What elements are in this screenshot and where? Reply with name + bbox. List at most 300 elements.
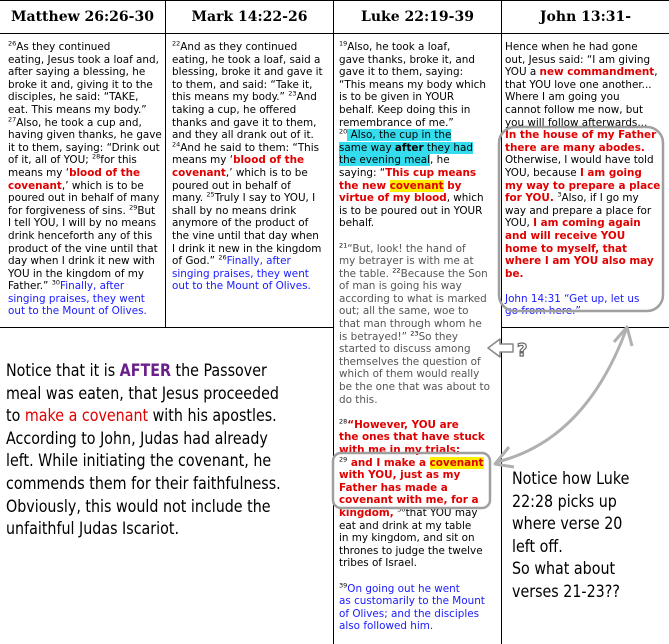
text-segment: YOU a: [505, 66, 540, 79]
text-segment: blessing, broke it and gave it: [172, 66, 323, 79]
verse-line: [339, 268, 490, 281]
verse-number: 28: [92, 152, 101, 161]
text-segment: Finally, after: [60, 280, 125, 293]
text-segment: this means my body.”: [172, 91, 289, 104]
verse-line: [8, 305, 162, 318]
note-line: [6, 383, 281, 406]
verse-line: [172, 41, 323, 54]
verse-number: 29: [129, 203, 138, 212]
header-luke: Luke 22:19-39: [334, 0, 501, 33]
text-segment: So what about: [512, 559, 616, 579]
verse-line: [505, 117, 660, 130]
verse-line: [8, 117, 162, 130]
text-segment: is betrayed!”: [339, 330, 411, 343]
text-segment: covenant: [8, 179, 62, 192]
text-segment: “However, YOU are: [347, 418, 459, 431]
text-segment: and will receive YOU: [505, 229, 626, 242]
commentary-left: [6, 360, 281, 541]
text-segment: YOU, because: [505, 166, 580, 179]
text-segment: So they: [418, 330, 459, 343]
text-segment: covenant: [172, 166, 226, 179]
verse-line: [339, 532, 490, 545]
text-segment: new commandment: [539, 66, 655, 79]
text-segment: out to the Mount of Olives.: [172, 280, 311, 293]
verse-line: [8, 255, 162, 268]
verse-number: 19: [339, 39, 348, 48]
verse-line: [339, 381, 490, 394]
note-line: [512, 581, 629, 604]
verse-line: [339, 583, 490, 596]
text-segment: disciples, he said: “TAKE,: [8, 91, 139, 104]
text-segment: eat and drink at my table: [339, 519, 472, 532]
text-segment: with his apostles.: [148, 406, 277, 426]
text-segment: out, Jesus said: “I am giving: [505, 53, 651, 66]
verse-line: [339, 230, 490, 243]
verse-line: [8, 104, 162, 117]
verse-number: 23: [410, 329, 419, 338]
text-segment: thanks and gave it to them,: [172, 116, 317, 129]
text-segment: left off.: [512, 536, 563, 556]
text-segment: poured out in behalf of: [172, 179, 291, 192]
verse-line: [505, 91, 660, 104]
text-segment: left. While initiating the covenant, he: [6, 451, 272, 471]
verse-line: [8, 142, 162, 155]
verse-line: [339, 117, 490, 130]
verse-line: [339, 205, 490, 218]
verse-number: 30: [51, 278, 61, 287]
text-segment: where verse 20: [512, 514, 623, 534]
text-segment: AFTER: [119, 361, 171, 380]
verse-line: [8, 154, 162, 167]
verse-line: [339, 41, 490, 54]
verse-line: [8, 41, 162, 54]
text-segment: Obviously, this would not include the: [6, 496, 271, 516]
verse-line: [172, 280, 323, 293]
text-segment: covenant: [389, 179, 444, 192]
text-segment: meal was eaten, that Jesus proceeded: [6, 383, 279, 403]
verse-number: 24: [172, 140, 181, 149]
verse-line: [339, 104, 490, 117]
text-segment: , he: [430, 154, 450, 167]
note-line: [512, 558, 629, 581]
verse-number: 25: [206, 190, 215, 199]
verse-line: [505, 230, 660, 243]
verse-line: [505, 66, 660, 79]
verse-line: [339, 54, 490, 67]
verse-line: [172, 205, 323, 218]
text-segment: my way to prepare a place: [505, 179, 661, 192]
text-segment: John 14:31 “Get up, let us: [505, 292, 640, 305]
text-segment: unfaithful Judas Iscariot.: [6, 519, 179, 539]
verse-line: [339, 557, 490, 570]
text-segment: remembrance of me.”: [339, 116, 454, 129]
text-segment: as customarily to the Mount: [339, 595, 485, 608]
verse-line: [339, 293, 490, 306]
verse-line: [339, 482, 490, 495]
verse-line: [8, 230, 162, 243]
verse-line: [8, 91, 162, 104]
verse-line: [339, 243, 490, 256]
verse-number: 30: [397, 505, 406, 514]
column-divider-2: [333, 0, 334, 644]
text-segment: This cup means: [385, 166, 477, 179]
text-segment: According to John, Judas had already: [6, 428, 268, 448]
verse-line: [339, 419, 490, 432]
note-line: [6, 496, 281, 519]
verse-line: [8, 217, 162, 230]
header-john: John 13:31-: [502, 0, 669, 33]
text-segment: behalf. Keep doing this in: [339, 103, 471, 116]
text-segment: And as they continued: [180, 41, 298, 53]
question-mark-icon: ?: [517, 340, 528, 361]
verse-line: [8, 129, 162, 142]
text-segment: covenant with me, for a: [339, 494, 479, 507]
text-segment: Otherwise, I would have told: [505, 154, 654, 167]
text-segment: the Passover: [170, 361, 267, 380]
text-segment: I am going: [579, 166, 642, 179]
text-segment: drink henceforth any of this: [8, 229, 153, 242]
commentary-right: [512, 468, 629, 604]
verse-line: [172, 91, 323, 104]
text-segment: And he said to them: “This: [180, 141, 320, 154]
text-segment: that YOU love one another...: [505, 78, 652, 91]
verse-line: [505, 305, 660, 318]
text-segment: be.: [505, 267, 524, 280]
verse-line: [339, 129, 490, 142]
verse-line: [172, 230, 323, 243]
table-top-border: [0, 0, 669, 1]
matthew-text: [8, 41, 162, 318]
verse-line: [8, 79, 162, 92]
verse-line: [505, 154, 660, 167]
text-segment: behalf.: [339, 217, 375, 230]
text-segment: Truly I say to YOU, I: [214, 192, 316, 205]
text-segment: of man is going his way: [339, 280, 462, 293]
text-segment: Father.”: [8, 280, 52, 293]
verse-line: [505, 280, 660, 293]
verse-line: [339, 142, 490, 155]
note-line: [512, 491, 629, 514]
column-divider-1: [165, 0, 166, 328]
verse-line: [339, 570, 490, 583]
verse-line: [172, 79, 323, 92]
verse-line: [172, 268, 323, 281]
text-segment: ,: [654, 66, 658, 79]
verse-line: [505, 217, 660, 230]
verse-line: [172, 154, 323, 167]
verse-line: [339, 520, 490, 533]
note-line: [6, 518, 281, 541]
verse-number: 29: [339, 455, 348, 464]
text-segment: verses 21-23??: [512, 581, 620, 601]
note-line: [6, 405, 281, 428]
verse-line: [505, 268, 660, 281]
verse-line: [172, 192, 323, 205]
verse-line: [339, 356, 490, 369]
text-segment: Because the Son: [400, 267, 488, 280]
verse-line: [339, 431, 490, 444]
verse-line: [505, 54, 660, 67]
text-segment: it to them, saying: “Drink out: [8, 141, 160, 154]
text-segment: with YOU, just as my: [339, 469, 461, 482]
verse-line: [505, 180, 660, 193]
verse-line: [339, 331, 490, 344]
text-segment: tribes of Israel.: [339, 557, 417, 570]
verse-number: 26: [8, 39, 17, 48]
text-segment: blood of the: [233, 154, 305, 167]
verse-line: [505, 192, 660, 205]
text-segment: thrones to judge the twelve: [339, 544, 483, 557]
verse-line: [8, 268, 162, 281]
text-segment: kingdom,: [339, 506, 398, 519]
text-segment: Hence when he had gone: [505, 41, 638, 53]
verse-number: 21: [339, 241, 348, 250]
header-mark: Mark 14:22-26: [166, 0, 333, 33]
text-segment: of it, all of YOU;: [8, 154, 93, 167]
text-segment: with me in my trials;: [339, 444, 460, 456]
verse-line: [172, 54, 323, 67]
text-segment: and they all drank out of it.: [172, 129, 314, 142]
verse-line: [339, 494, 490, 507]
verse-line: [339, 368, 490, 381]
verse-line: [172, 180, 323, 193]
text-segment: eating, he took a loaf, said a: [172, 53, 321, 66]
verse-number: 22: [392, 266, 401, 275]
text-segment: do this.: [339, 393, 378, 406]
text-segment: of God.”: [172, 255, 219, 268]
text-segment: Father has made a: [339, 481, 448, 494]
verse-line: [505, 129, 660, 142]
text-segment: to them, and said: “Take it,: [172, 78, 313, 91]
text-segment: I am coming again: [533, 217, 641, 230]
text-segment: according to what is marked: [339, 292, 487, 305]
text-segment: ,’ which is to be: [225, 166, 308, 179]
text-segment: you will follow afterwards...: [505, 116, 648, 129]
verse-line: [8, 293, 162, 306]
text-segment: for YOU.: [505, 192, 558, 205]
text-segment: On going out he went: [347, 582, 460, 595]
verse-line: [505, 167, 660, 180]
text-segment: commends them for their faithfulness.: [6, 473, 281, 493]
text-segment: out; all the same, woe to: [339, 305, 469, 318]
text-segment: there are many abodes.: [505, 141, 645, 154]
verse-line: [339, 595, 490, 608]
verse-line: [8, 280, 162, 293]
verse-line: [339, 280, 490, 293]
verse-line: [339, 66, 490, 79]
text-segment: , which: [446, 192, 484, 205]
verse-line: [339, 343, 490, 356]
verse-line: [8, 54, 162, 67]
text-segment: out to the Mount of Olives.: [8, 305, 147, 318]
text-segment: the table.: [339, 267, 393, 280]
text-segment: also followed him.: [339, 620, 434, 633]
text-segment: same way: [339, 141, 395, 154]
verse-line: [339, 305, 490, 318]
verse-line: [339, 507, 490, 520]
verse-line: [8, 180, 162, 193]
verse-line: [172, 217, 323, 230]
text-segment: that YOU may: [405, 506, 478, 519]
double-arrow-icon: [495, 327, 632, 467]
text-segment: ,’ which is to be: [61, 179, 144, 192]
note-line: [512, 468, 629, 491]
text-segment: the new: [339, 179, 390, 192]
verse-line: [339, 608, 490, 621]
text-segment: product of the vine until that: [8, 242, 158, 255]
verse-line: [339, 167, 490, 180]
text-segment: to: [6, 406, 25, 426]
text-segment: shall by no means drink: [172, 204, 297, 217]
verse-line: [339, 620, 490, 633]
header-divider: [0, 33, 669, 34]
verse-line: [339, 192, 490, 205]
text-segment: by: [443, 179, 462, 192]
luke-text: [339, 41, 490, 633]
verse-line: [172, 142, 323, 155]
text-segment: cannot follow me now, but: [505, 103, 644, 116]
text-segment: virtue of my blood: [339, 192, 447, 205]
text-segment: started to discuss among: [339, 343, 471, 356]
text-segment: many.: [172, 192, 207, 205]
text-segment: saying: “: [339, 166, 386, 179]
text-segment: As they continued: [16, 41, 111, 53]
note-line: [6, 360, 281, 383]
text-segment: after: [394, 141, 424, 154]
verse-number: 28: [339, 417, 348, 426]
text-segment: singing praises, they went: [172, 267, 309, 280]
text-segment: YOU in the kingdom of my: [8, 267, 145, 280]
verse-line: [172, 167, 323, 180]
text-segment: means my ‘: [172, 154, 234, 167]
text-segment: where I am YOU also may: [505, 255, 654, 268]
text-segment: for forgiveness of sins.: [8, 204, 130, 217]
verse-line: [339, 545, 490, 558]
text-segment: after saying a blessing, he: [8, 66, 146, 79]
verse-number: 23: [288, 89, 297, 98]
note-line: [512, 513, 629, 536]
verse-line: [172, 117, 323, 130]
verse-line: [339, 180, 490, 193]
verse-line: [339, 79, 490, 92]
verse-line: [172, 129, 323, 142]
verse-line: [505, 79, 660, 92]
verse-line: [505, 104, 660, 117]
text-segment: I tell YOU, I will by no means: [8, 217, 157, 230]
text-segment: 22:28 picks up: [512, 491, 617, 511]
verse-number: 22: [172, 39, 181, 48]
note-line: [6, 428, 281, 451]
text-segment: Also, he took a loaf,: [347, 41, 451, 53]
text-segment: in my kingdom, and sit on: [339, 532, 475, 545]
text-segment: go from here.”: [505, 305, 581, 318]
verse-line: [505, 243, 660, 256]
verse-line: [339, 406, 490, 419]
text-segment: YOU,: [505, 217, 534, 230]
verse-line: [505, 205, 660, 218]
verse-line: [339, 217, 490, 230]
note-line: [512, 536, 629, 559]
text-segment: broke it and, giving it to the: [8, 78, 153, 91]
verse-line: [505, 255, 660, 268]
verse-line: [172, 104, 323, 117]
verse-number: 20: [339, 127, 348, 136]
text-segment: for this: [100, 154, 137, 167]
column-divider-3: [501, 0, 502, 644]
verse-line: [505, 41, 660, 54]
text-segment: make a covenant: [24, 406, 149, 426]
text-segment: Also, he took a cup and,: [16, 116, 142, 129]
verse-number: 39: [339, 581, 348, 590]
verse-line: [172, 243, 323, 256]
mark-text: [172, 41, 323, 293]
text-segment: But: [137, 204, 156, 217]
text-segment: home to myself, that: [505, 242, 628, 255]
verse-line: [339, 91, 490, 104]
text-segment: anymore of the product of: [172, 217, 309, 230]
text-segment: the evening meal: [339, 154, 431, 167]
text-segment: themselves the question of: [339, 355, 481, 368]
text-segment: Notice how Luke: [512, 469, 630, 488]
text-segment: gave thanks, broke it, and: [339, 53, 475, 66]
text-segment: be the one that was about to: [339, 381, 490, 394]
text-segment: And: [296, 91, 317, 104]
verse-line: [505, 293, 660, 306]
text-segment: “This means my body which: [339, 78, 486, 91]
verse-line: [339, 444, 490, 457]
note-line: [6, 450, 281, 473]
text-segment: Notice that it is: [6, 361, 120, 380]
text-segment: eating, Jesus took a loaf and,: [8, 53, 159, 66]
text-segment: covenant: [429, 456, 484, 469]
text-segment: gave it to them, saying:: [339, 66, 464, 79]
verse-line: [8, 243, 162, 256]
text-segment: they had: [423, 141, 473, 154]
text-segment: way and prepare a place for: [505, 204, 652, 217]
text-segment: Also, the cup in the: [347, 129, 452, 142]
verse-line: [8, 167, 162, 180]
text-segment: Where I am going you: [505, 91, 620, 104]
verse-line: [172, 255, 323, 268]
verse-line: [8, 205, 162, 218]
verse-line: [339, 469, 490, 482]
text-segment: singing praises, they went: [8, 292, 145, 305]
text-segment: Also, if I go my: [561, 192, 639, 205]
verse-line: [339, 394, 490, 407]
text-segment: of Olives; and the disciples: [339, 607, 480, 620]
john-text: [505, 41, 660, 318]
verse-line: [505, 142, 660, 155]
text-segment: and I make a: [347, 456, 430, 469]
text-segment: having given thanks, he gave: [8, 129, 162, 142]
verse-line: [339, 457, 490, 470]
note-line: [6, 473, 281, 496]
verse-line: [8, 192, 162, 205]
verse-line: [339, 154, 490, 167]
row-bottom-border-left: [0, 327, 334, 328]
verse-line: [172, 66, 323, 79]
text-segment: day when I drink it new with: [8, 255, 155, 268]
text-segment: the vine until that day when: [172, 229, 319, 242]
text-segment: poured out in behalf of many: [8, 192, 160, 205]
text-segment: which of them would really: [339, 368, 480, 381]
verse-line: [339, 255, 490, 268]
text-segment: is to be poured out in YOUR: [339, 204, 483, 217]
text-segment: I drink it new in the kingdom: [172, 242, 322, 255]
text-segment: “But, look! the hand of: [347, 242, 466, 255]
text-segment: eat. This means my body.”: [8, 103, 147, 116]
text-segment: means my ‘: [8, 166, 70, 179]
